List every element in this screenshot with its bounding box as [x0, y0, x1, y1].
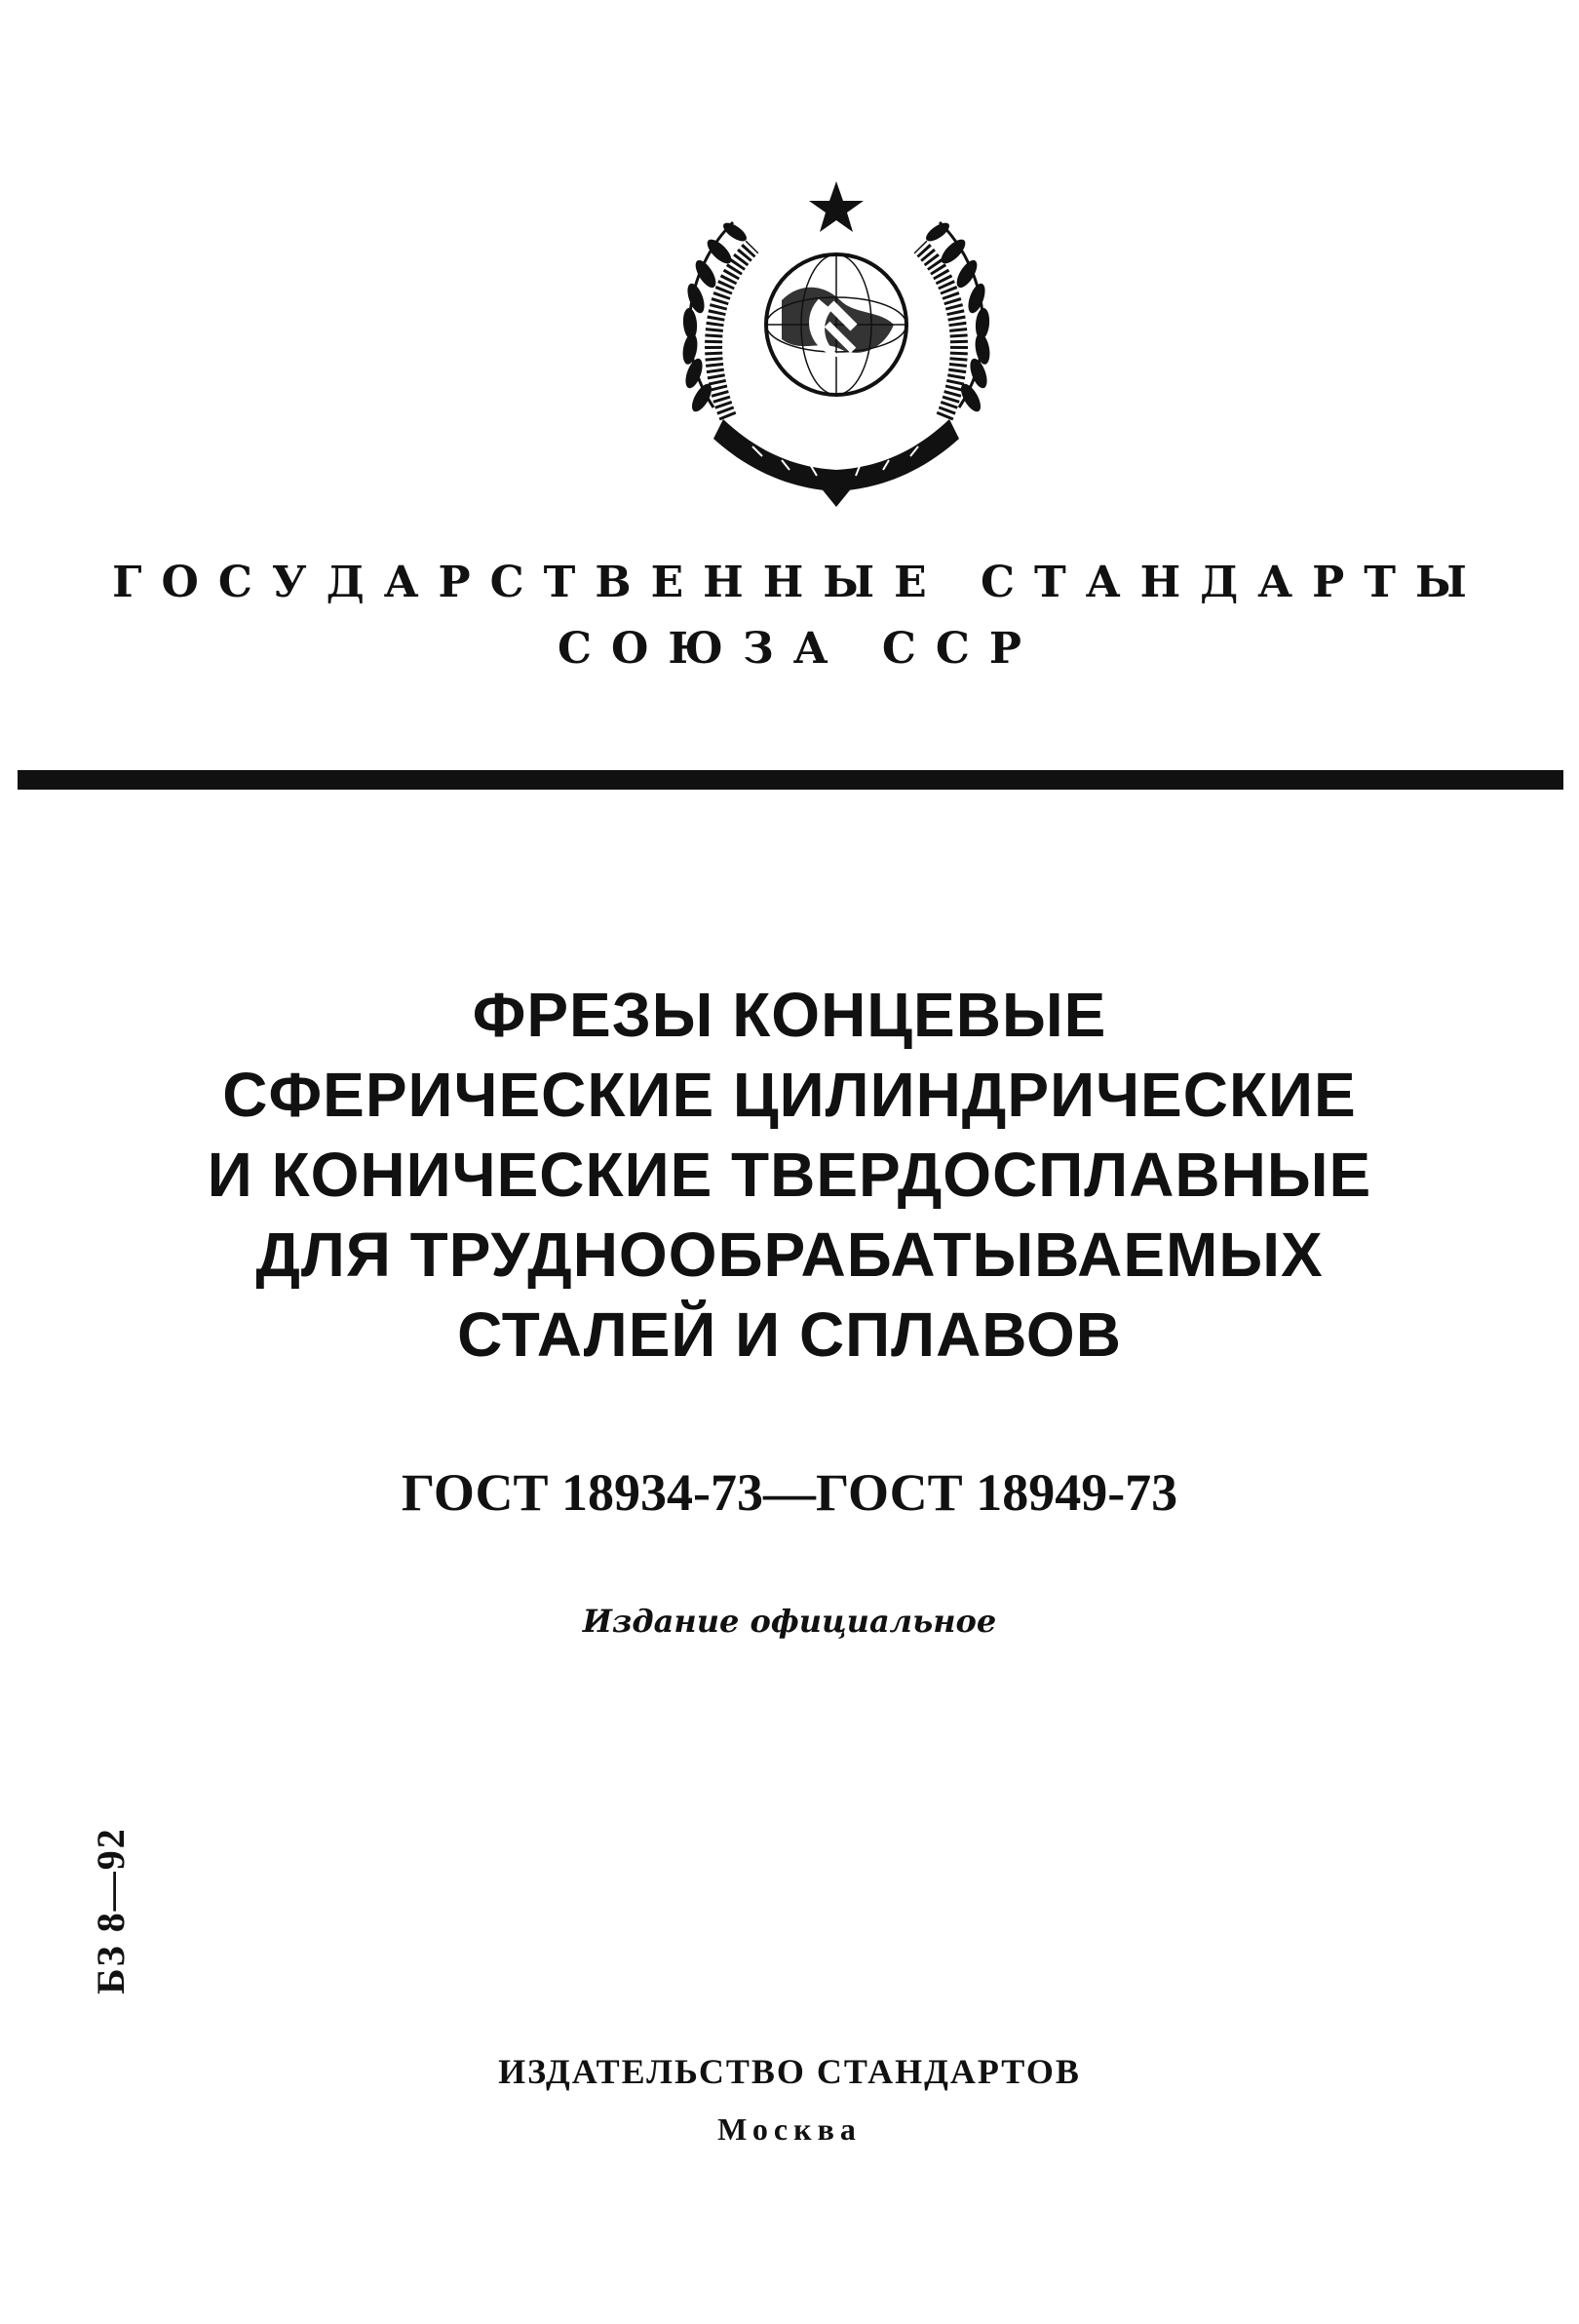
horizontal-rule [18, 770, 1563, 790]
title-line-3: И КОНИЧЕСКИЕ ТВЕРДОСПЛАВНЫЕ [207, 1140, 1372, 1210]
title-line-5: СТАЛЕЙ И СПЛАВОВ [457, 1299, 1122, 1370]
edition-label: Издание официальное [582, 1603, 997, 1640]
title-line-4: ДЛЯ ТРУДНООБРАБАТЫВАЕМЫХ [255, 1220, 1324, 1290]
publisher-city: Москва [717, 2111, 862, 2147]
document-title [0, 975, 1579, 1375]
series-title-line-1: ГОСУДАРСТВЕННЫЕ СТАНДАРТЫ [112, 558, 1486, 607]
publisher-name: ИЗДАТЕЛЬСТВО СТАНДАРТОВ [498, 2052, 1081, 2091]
title-line-1: ФРЕЗЫ КОНЦЕВЫЕ [472, 980, 1107, 1050]
title-line-2: СФЕРИЧЕСКИЕ ЦИЛИНДРИЧЕСКИЕ [222, 1060, 1357, 1130]
gost-range: ГОСТ 18934-73—ГОСТ 18949-73 [401, 1463, 1178, 1522]
side-code: БЗ 8—92 [89, 1827, 133, 1995]
series-title-line-2: СОЮЗА ССР [558, 624, 1041, 674]
ussr-state-emblem-icon [655, 164, 1018, 526]
